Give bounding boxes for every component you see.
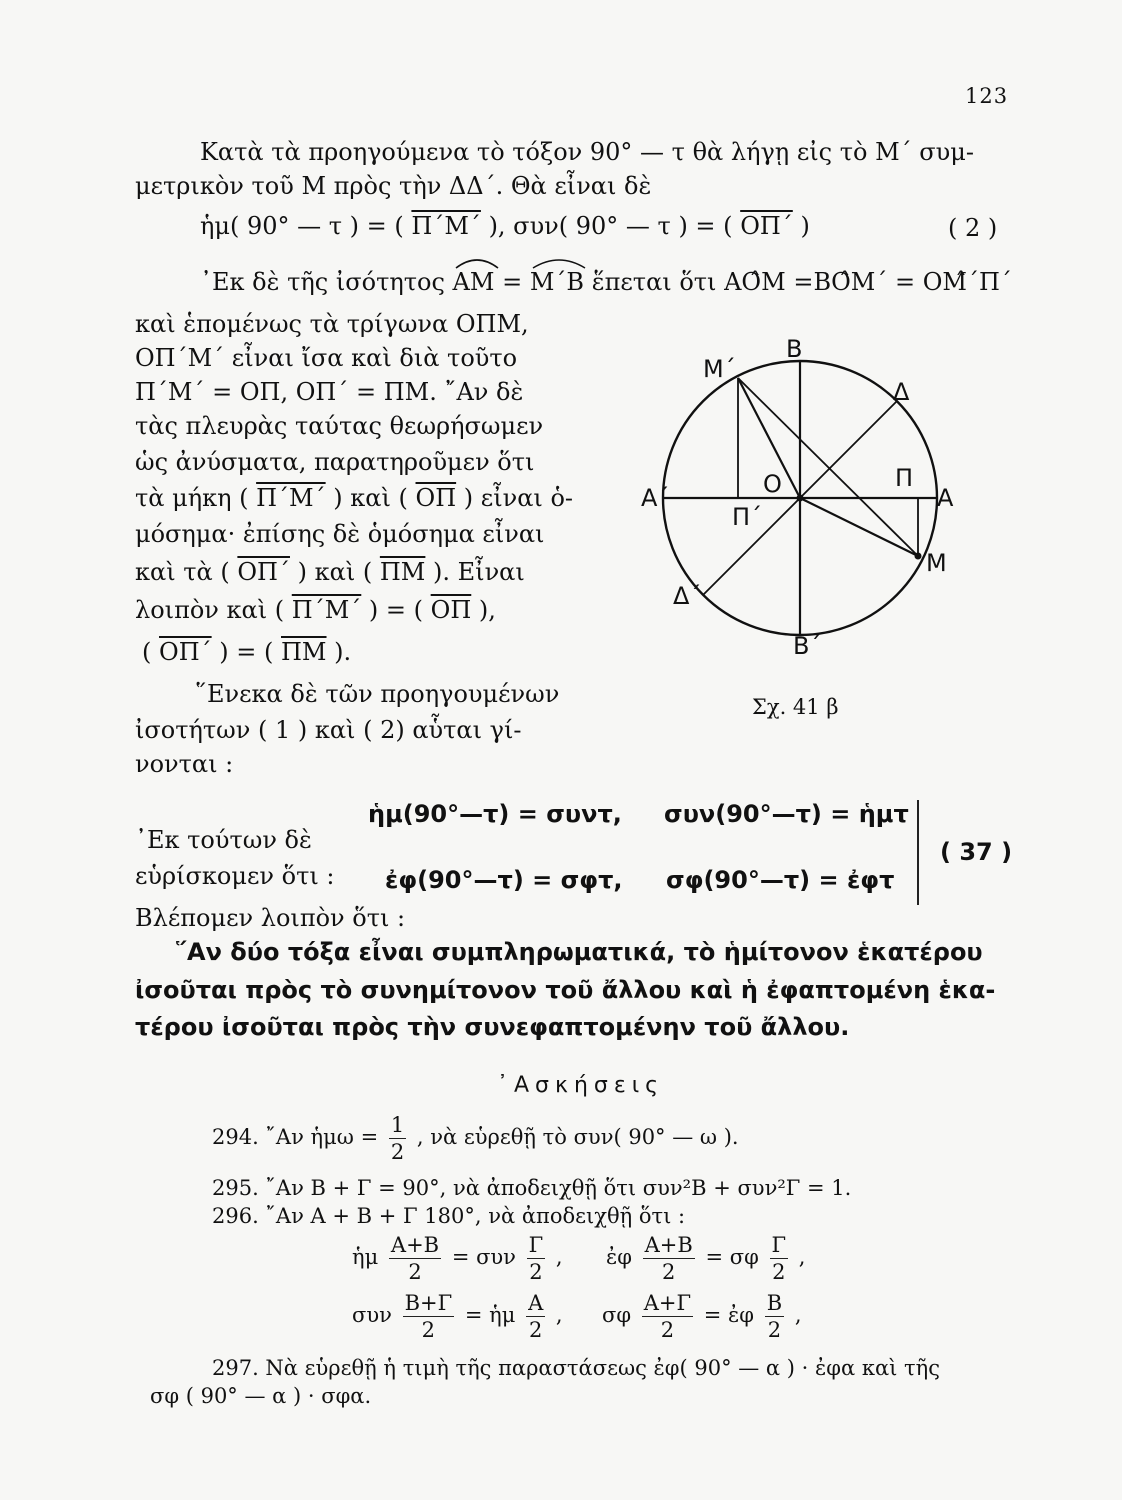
- figure-unit-circle: [640, 330, 970, 680]
- paragraph-2-line-3: ΟΠ΄Μ΄ εἶναι ἴσα καὶ διὰ τοῦτο: [135, 344, 518, 372]
- equation-2-number: ( 2 ): [948, 214, 998, 242]
- angle-bom: =ΒΟ̂Μ΄: [793, 268, 888, 296]
- label-p: Π: [895, 464, 914, 492]
- p2-l7-a: τὰ μήκη (: [135, 484, 249, 512]
- paragraph-2-line-4: Π΄Μ΄ = ΟΠ, ΟΠ΄ = ΠΜ. ῎Αν δὲ: [135, 378, 524, 406]
- center-point: [797, 495, 804, 502]
- p2-l11-a: (: [142, 638, 152, 666]
- p2-l11-c: ).: [334, 638, 352, 666]
- p2-l9-b: ) καὶ (: [297, 558, 373, 586]
- f1-eq1: = συν: [451, 1245, 516, 1269]
- formula-37-bracket: [917, 800, 923, 905]
- label-m-prime: Μ΄: [703, 355, 736, 383]
- eq2-part-b: ), συν( 90° — τ ) = (: [488, 212, 733, 240]
- f1-d3: 2: [662, 1260, 676, 1284]
- f1-eq2: = σφ: [705, 1245, 759, 1269]
- f1-n2: Γ: [528, 1233, 544, 1257]
- f1-c2: ,: [798, 1245, 806, 1269]
- equation-2: [200, 212, 810, 240]
- paragraph-2-line-11: [142, 638, 351, 666]
- exercise-295: 295. ῎Αν Β + Γ = 90°, νὰ ἀποδειχθῇ ὅτι συν²Β + συν²Γ = 1.: [212, 1176, 852, 1200]
- angle-aom: ΑΟ̂Μ: [724, 268, 786, 296]
- paragraph-2-line-10: [135, 596, 496, 624]
- p2-l7-b: ) καὶ (: [333, 484, 408, 512]
- f2-n1: Β+Γ: [404, 1291, 453, 1315]
- p2-l9-seg2: $\overline{\Pi M}$: [379, 558, 426, 586]
- f2-n3: Α+Γ: [643, 1291, 692, 1315]
- paragraph-1-line-1: Κατὰ τὰ προηγούμενα τὸ τόξον 90° — τ θὰ λήγῃ εἰς τὸ Μ΄ συμ-: [200, 138, 974, 166]
- paragraph-2-line-14: νονται :: [135, 750, 234, 778]
- angle-omp: = ΟΜ̂΄Π΄: [894, 268, 1012, 296]
- paragraph-2-line-7: [135, 484, 573, 512]
- p2-l11-seg2: $\overline{\Pi M}$: [281, 638, 327, 666]
- conclusion-intro: Βλέπομεν λοιπὸν ὅτι :: [135, 904, 406, 932]
- exercise-294: [212, 1112, 739, 1165]
- exercise-296-formula-2: [352, 1290, 802, 1343]
- theorem-line-2: ἰσοῦται πρὸς τὸ συνημίτονον τοῦ ἄλλου καὶ ἡ ἐφαπτομένη ἑκα-: [135, 976, 996, 1004]
- ex294-fraction: [389, 1112, 406, 1165]
- exercises-heading: ᾽Ασκήσεις: [497, 1073, 665, 1098]
- exercise-296: 296. ῎Αν Α + Β + Γ 180°, νὰ ἀποδειχθῇ ὅτι :: [212, 1204, 686, 1228]
- f1-d4: 2: [772, 1260, 786, 1284]
- f1-n1: Α+Β: [390, 1233, 440, 1257]
- exercise-297-line-2: σφ ( 90° — α ) · σφα.: [150, 1384, 372, 1408]
- f1-p2: ἐφ: [605, 1245, 632, 1269]
- f2-d3: 2: [660, 1318, 675, 1342]
- f1-n4: Γ: [771, 1233, 787, 1257]
- p2-l1-text-a: ᾽Εκ δὲ τῆς ἰσότητος: [200, 268, 445, 296]
- eq2-part-c: ): [800, 212, 810, 240]
- formula-37-row2-left: ἐφ(90°—τ) = σφτ,: [385, 866, 623, 894]
- paragraph-2-line-8: μόσημα· ἐπίσης δὲ ὁμόσημα εἶναι: [135, 520, 545, 548]
- label-d-prime: Δ΄: [673, 582, 702, 610]
- eq2-segment-op: $\overline{O\Pi΄}$: [740, 212, 793, 240]
- f1-frac3: [643, 1232, 695, 1285]
- paragraph-2-line-13: ἰσοτήτων ( 1 ) καὶ ( 2) αὗται γί-: [135, 716, 522, 744]
- formula-37-row2-right: σφ(90°—τ) = ἐφτ: [666, 866, 895, 894]
- paragraph-2-line-9: [135, 558, 525, 586]
- f2-d2: 2: [528, 1318, 543, 1342]
- f1-n3: Α+Β: [644, 1233, 693, 1257]
- f2-n4: Β: [766, 1291, 783, 1315]
- f1-c1: ,: [555, 1245, 563, 1269]
- f2-p2: σφ: [601, 1303, 632, 1327]
- f1-frac1: [389, 1232, 441, 1285]
- figure-caption: Σχ. 41 β: [752, 695, 839, 719]
- f2-d1: 2: [421, 1318, 436, 1342]
- f2-eq1: = ἡμ: [464, 1303, 516, 1327]
- arc-am-label: ΑΜ: [452, 268, 495, 296]
- label-o: Ο: [763, 470, 782, 498]
- p2-l1-text-b: ἕπεται ὅτι: [591, 268, 717, 296]
- label-m: Μ: [926, 549, 947, 577]
- ex294-text-a: 294. ῎Αν ἡμω =: [212, 1125, 379, 1149]
- ex294-den: 2: [390, 1140, 405, 1164]
- paragraph-2-line-2: καὶ ἑπομένως τὰ τρίγωνα ΟΠΜ,: [135, 310, 529, 338]
- formula-lead-2: εὑρίσκομεν ὅτι :: [135, 862, 335, 890]
- label-p-prime: Π΄: [732, 503, 763, 531]
- f2-frac3: [642, 1290, 693, 1343]
- p2-l10-seg2: $\overline{O\Pi}$: [430, 596, 472, 624]
- paragraph-2-line-6: ὡς ἀνύσματα, παρατηροῦμεν ὅτι: [135, 448, 535, 476]
- label-b-prime: Β΄: [793, 632, 822, 660]
- formula-37-row1-left: ἡμ(90°—τ) = συντ,: [368, 800, 622, 828]
- arc-am-mark: [453, 254, 501, 270]
- f2-frac4: [765, 1290, 784, 1343]
- paragraph-2-line-12: ῞Ενεκα δὲ τῶν προηγουμένων: [195, 680, 560, 708]
- f2-eq2: = ἐφ: [703, 1303, 754, 1327]
- f2-d4: 2: [767, 1318, 782, 1342]
- f2-n2: Α: [528, 1291, 544, 1315]
- formula-lead-1: ᾽Εκ τούτων δὲ: [135, 826, 312, 854]
- f2-c2: ,: [794, 1303, 802, 1327]
- p2-l7-c: ) εἶναι ὁ-: [463, 484, 573, 512]
- theorem-line-1: ῞Αν δύο τόξα εἶναι συμπληρωματικά, τὸ ἡμίτονον ἑκατέρου: [175, 938, 983, 966]
- f2-c1: ,: [555, 1303, 563, 1327]
- ex294-num: 1: [390, 1113, 405, 1137]
- f1-p1: ἡμ: [352, 1245, 379, 1269]
- radius-om: [800, 498, 918, 556]
- exercise-296-formula-1: [352, 1232, 805, 1285]
- label-a: Α: [937, 484, 954, 512]
- arc-am: [453, 268, 503, 296]
- formula-37-number: ( 37 ): [940, 838, 1013, 866]
- point-m: [915, 553, 922, 560]
- p2-l10-b: ) = (: [368, 596, 424, 624]
- formula-37-row1-right: συν(90°—τ) = ἡμτ: [664, 800, 909, 828]
- paragraph-2-line-5: τὰς πλευρὰς ταύτας θεωρήσωμεν: [135, 412, 544, 440]
- p2-l10-c: ),: [478, 596, 496, 624]
- eq2-part-a: ἡμ( 90° — τ ) = (: [200, 212, 404, 240]
- label-a-prime: Α΄: [641, 484, 670, 512]
- f1-frac2: [527, 1232, 546, 1285]
- ex294-text-b: , νὰ εὑρεθῇ τὸ συν( 90° — ω ).: [416, 1125, 739, 1149]
- eq2-segment-pm: Π΄Μ΄: [411, 212, 481, 240]
- p2-l7-seg2: $\overline{O\Pi}$: [415, 484, 457, 512]
- p2-l9-a: καὶ τὰ (: [135, 558, 230, 586]
- paragraph-2-line-1: [200, 268, 1012, 296]
- theorem-line-3: τέρου ἰσοῦται πρὸς τὴν συνεφαπτομένην τοῦ ἄλλου.: [135, 1013, 850, 1041]
- f1-d2: 2: [529, 1260, 543, 1284]
- f1-d1: 2: [408, 1260, 422, 1284]
- f2-frac1: [403, 1290, 455, 1343]
- p2-l9-c: ). Εἶναι: [433, 558, 525, 586]
- p2-l10-seg1: Π΄Μ΄: [291, 596, 362, 624]
- arc-mb-label: Μ΄Β: [529, 268, 585, 296]
- p2-l11-seg1: $\overline{O\Pi΄}$: [159, 638, 212, 666]
- arc-mb-mark: [530, 254, 588, 270]
- arc-mb: [530, 268, 592, 296]
- p2-l1-equals: =: [502, 268, 523, 296]
- f1-frac4: [770, 1232, 789, 1285]
- label-b: Β: [786, 335, 803, 363]
- paragraph-1-line-2: μετρικὸν τοῦ Μ πρὸς τὴν ΔΔ΄. Θὰ εἶναι δὲ: [135, 172, 652, 200]
- p2-l10-a: λοιπὸν καὶ (: [135, 596, 285, 624]
- p2-l9-seg1: $\overline{O\Pi΄}$: [237, 558, 290, 586]
- chord-m1m: [738, 378, 918, 556]
- label-d: Δ: [893, 378, 910, 406]
- f2-frac2: [526, 1290, 545, 1343]
- exercise-297-line-1: 297. Νὰ εὑρεθῇ ἡ τιμὴ τῆς παραστάσεως ἐφ( 90° — α ) · ἐφα καὶ τῆς: [212, 1356, 940, 1380]
- p2-l11-b: ) = (: [219, 638, 274, 666]
- f2-p1: συν: [352, 1303, 392, 1327]
- p2-l7-seg1: Π΄Μ΄: [256, 484, 326, 512]
- page-number: 123: [965, 84, 1009, 108]
